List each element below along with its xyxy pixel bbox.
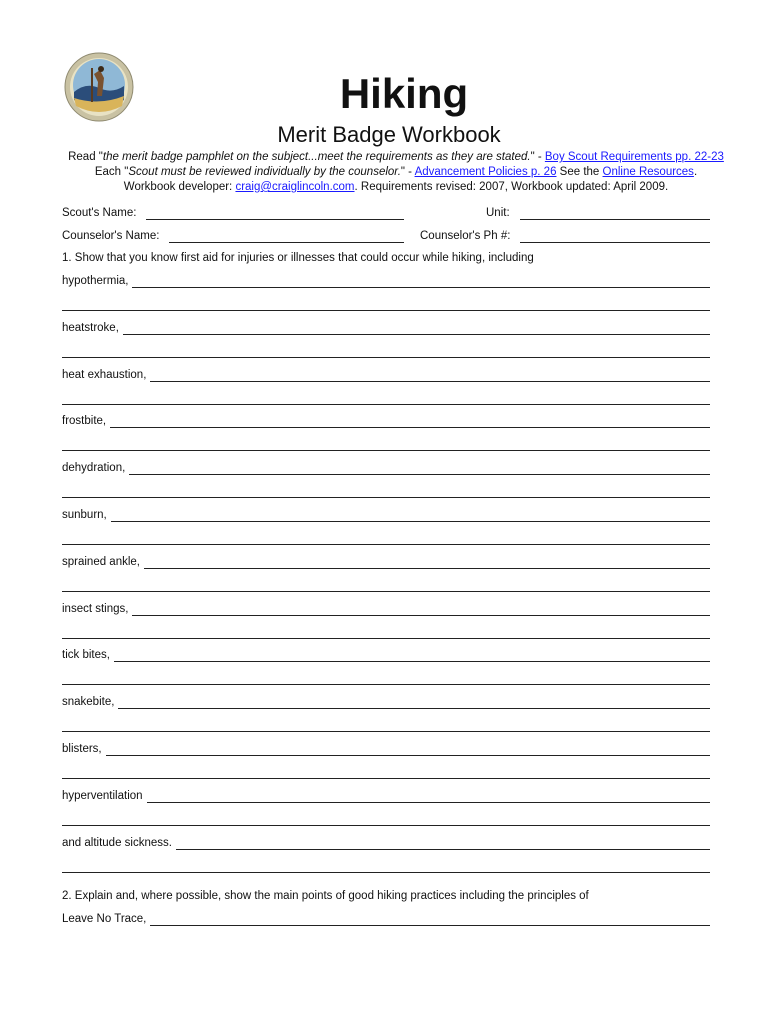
answer-row[interactable]	[62, 912, 710, 926]
answer-row[interactable]	[62, 555, 710, 569]
answer-row[interactable]	[62, 695, 710, 709]
answer-line[interactable]	[106, 745, 710, 756]
answer-label: snakebite,	[62, 696, 115, 709]
answer-continuation-line[interactable]	[62, 450, 710, 451]
scout-name-label: Scout's Name:	[62, 207, 137, 219]
answer-line[interactable]	[144, 558, 710, 569]
answer-continuation-line[interactable]	[62, 638, 710, 639]
page-subtitle: Merit Badge Workbook	[277, 122, 501, 147]
answer-row[interactable]	[62, 742, 710, 756]
counselor-phone-label: Counselor's Ph #:	[420, 230, 511, 242]
developer-email-link[interactable]: craig@craiglincoln.com	[235, 181, 355, 193]
page-title: Hiking	[339, 70, 469, 117]
answer-line[interactable]	[129, 464, 710, 475]
answer-label: Leave No Trace,	[62, 913, 147, 926]
counselor-phone-line[interactable]	[520, 232, 710, 243]
answer-continuation-line[interactable]	[62, 778, 710, 779]
answer-label: sunburn,	[62, 509, 107, 521]
answer-continuation-line[interactable]	[62, 357, 710, 358]
answer-label: hyperventilation	[62, 789, 143, 802]
requirement-1-text: 1. Show that you know first aid for injuries or illnesses that could occur while hiking, including	[62, 252, 534, 264]
answer-line[interactable]	[176, 839, 710, 850]
answer-line[interactable]	[118, 698, 710, 709]
answer-continuation-line[interactable]	[62, 731, 710, 732]
scout-name-field[interactable]	[62, 206, 404, 220]
answer-line[interactable]	[114, 651, 710, 662]
answer-label: tick bites,	[62, 649, 110, 662]
answer-label: heatstroke,	[62, 321, 119, 334]
answer-row[interactable]	[62, 461, 710, 475]
answer-label: heat exhaustion,	[62, 368, 147, 381]
scout-name-line[interactable]	[146, 209, 404, 220]
answer-line[interactable]	[132, 277, 710, 288]
answer-line[interactable]	[150, 915, 710, 926]
unit-line[interactable]	[520, 209, 710, 220]
answer-row[interactable]	[62, 602, 710, 616]
boy-scout-requirements-link[interactable]: Boy Scout Requirements pp. 22-23	[544, 151, 724, 163]
counselor-phone-field[interactable]	[420, 229, 710, 243]
advancement-policies-link[interactable]: Advancement Policies p. 26	[414, 166, 557, 178]
online-resources-link[interactable]: Online Resources	[602, 166, 694, 178]
answer-line[interactable]	[110, 417, 710, 428]
answer-continuation-line[interactable]	[62, 872, 710, 873]
requirement-2-text: 2. Explain and, where possible, show the main points of good hiking practices including the principles of	[62, 890, 589, 903]
answer-continuation-line[interactable]	[62, 591, 710, 592]
answer-continuation-line[interactable]	[62, 310, 710, 311]
answer-row[interactable]	[62, 274, 710, 288]
unit-field[interactable]	[486, 206, 710, 220]
answer-label: insect stings,	[62, 602, 129, 615]
answer-row[interactable]	[62, 368, 710, 382]
counselor-name-field[interactable]	[62, 229, 404, 243]
answer-line[interactable]	[150, 371, 710, 382]
answer-row[interactable]	[62, 789, 710, 803]
answer-label: frostbite,	[62, 415, 107, 428]
answer-row[interactable]	[62, 321, 710, 335]
answer-line[interactable]	[147, 792, 710, 803]
answer-row[interactable]	[62, 508, 710, 522]
intro-line-3: Workbook developer: craig@craiglincoln.com. Requirements revised: 2007, Workbook updated: April 2009.	[123, 181, 669, 193]
answer-continuation-line[interactable]	[62, 544, 710, 545]
answer-label: dehydration,	[62, 462, 126, 475]
answer-row[interactable]	[62, 836, 710, 850]
intro-line-1: Read "the merit badge pamphlet on the subject...meet the requirements as they are stated." - Boy Scout Requirements pp. 22-23	[68, 151, 724, 163]
answer-label: blisters,	[62, 743, 102, 755]
answer-line[interactable]	[111, 511, 710, 522]
answer-row[interactable]	[62, 414, 710, 428]
answer-label: hypothermia,	[62, 275, 129, 287]
answer-line[interactable]	[132, 605, 710, 616]
counselor-name-line[interactable]	[169, 232, 404, 243]
answer-line[interactable]	[123, 324, 710, 335]
answer-label: sprained ankle,	[62, 555, 140, 568]
counselor-name-label: Counselor's Name:	[62, 230, 160, 242]
answer-continuation-line[interactable]	[62, 497, 710, 498]
answer-continuation-line[interactable]	[62, 404, 710, 405]
answer-continuation-line[interactable]	[62, 684, 710, 685]
answer-row[interactable]	[62, 648, 710, 662]
unit-label: Unit:	[486, 207, 510, 219]
answer-continuation-line[interactable]	[62, 825, 710, 826]
intro-line-2: Each "Scout must be reviewed individually by the counselor." - Advancement Policies p. 26 See the Online Resources.	[94, 166, 698, 178]
answer-label: and altitude sickness.	[62, 836, 172, 849]
